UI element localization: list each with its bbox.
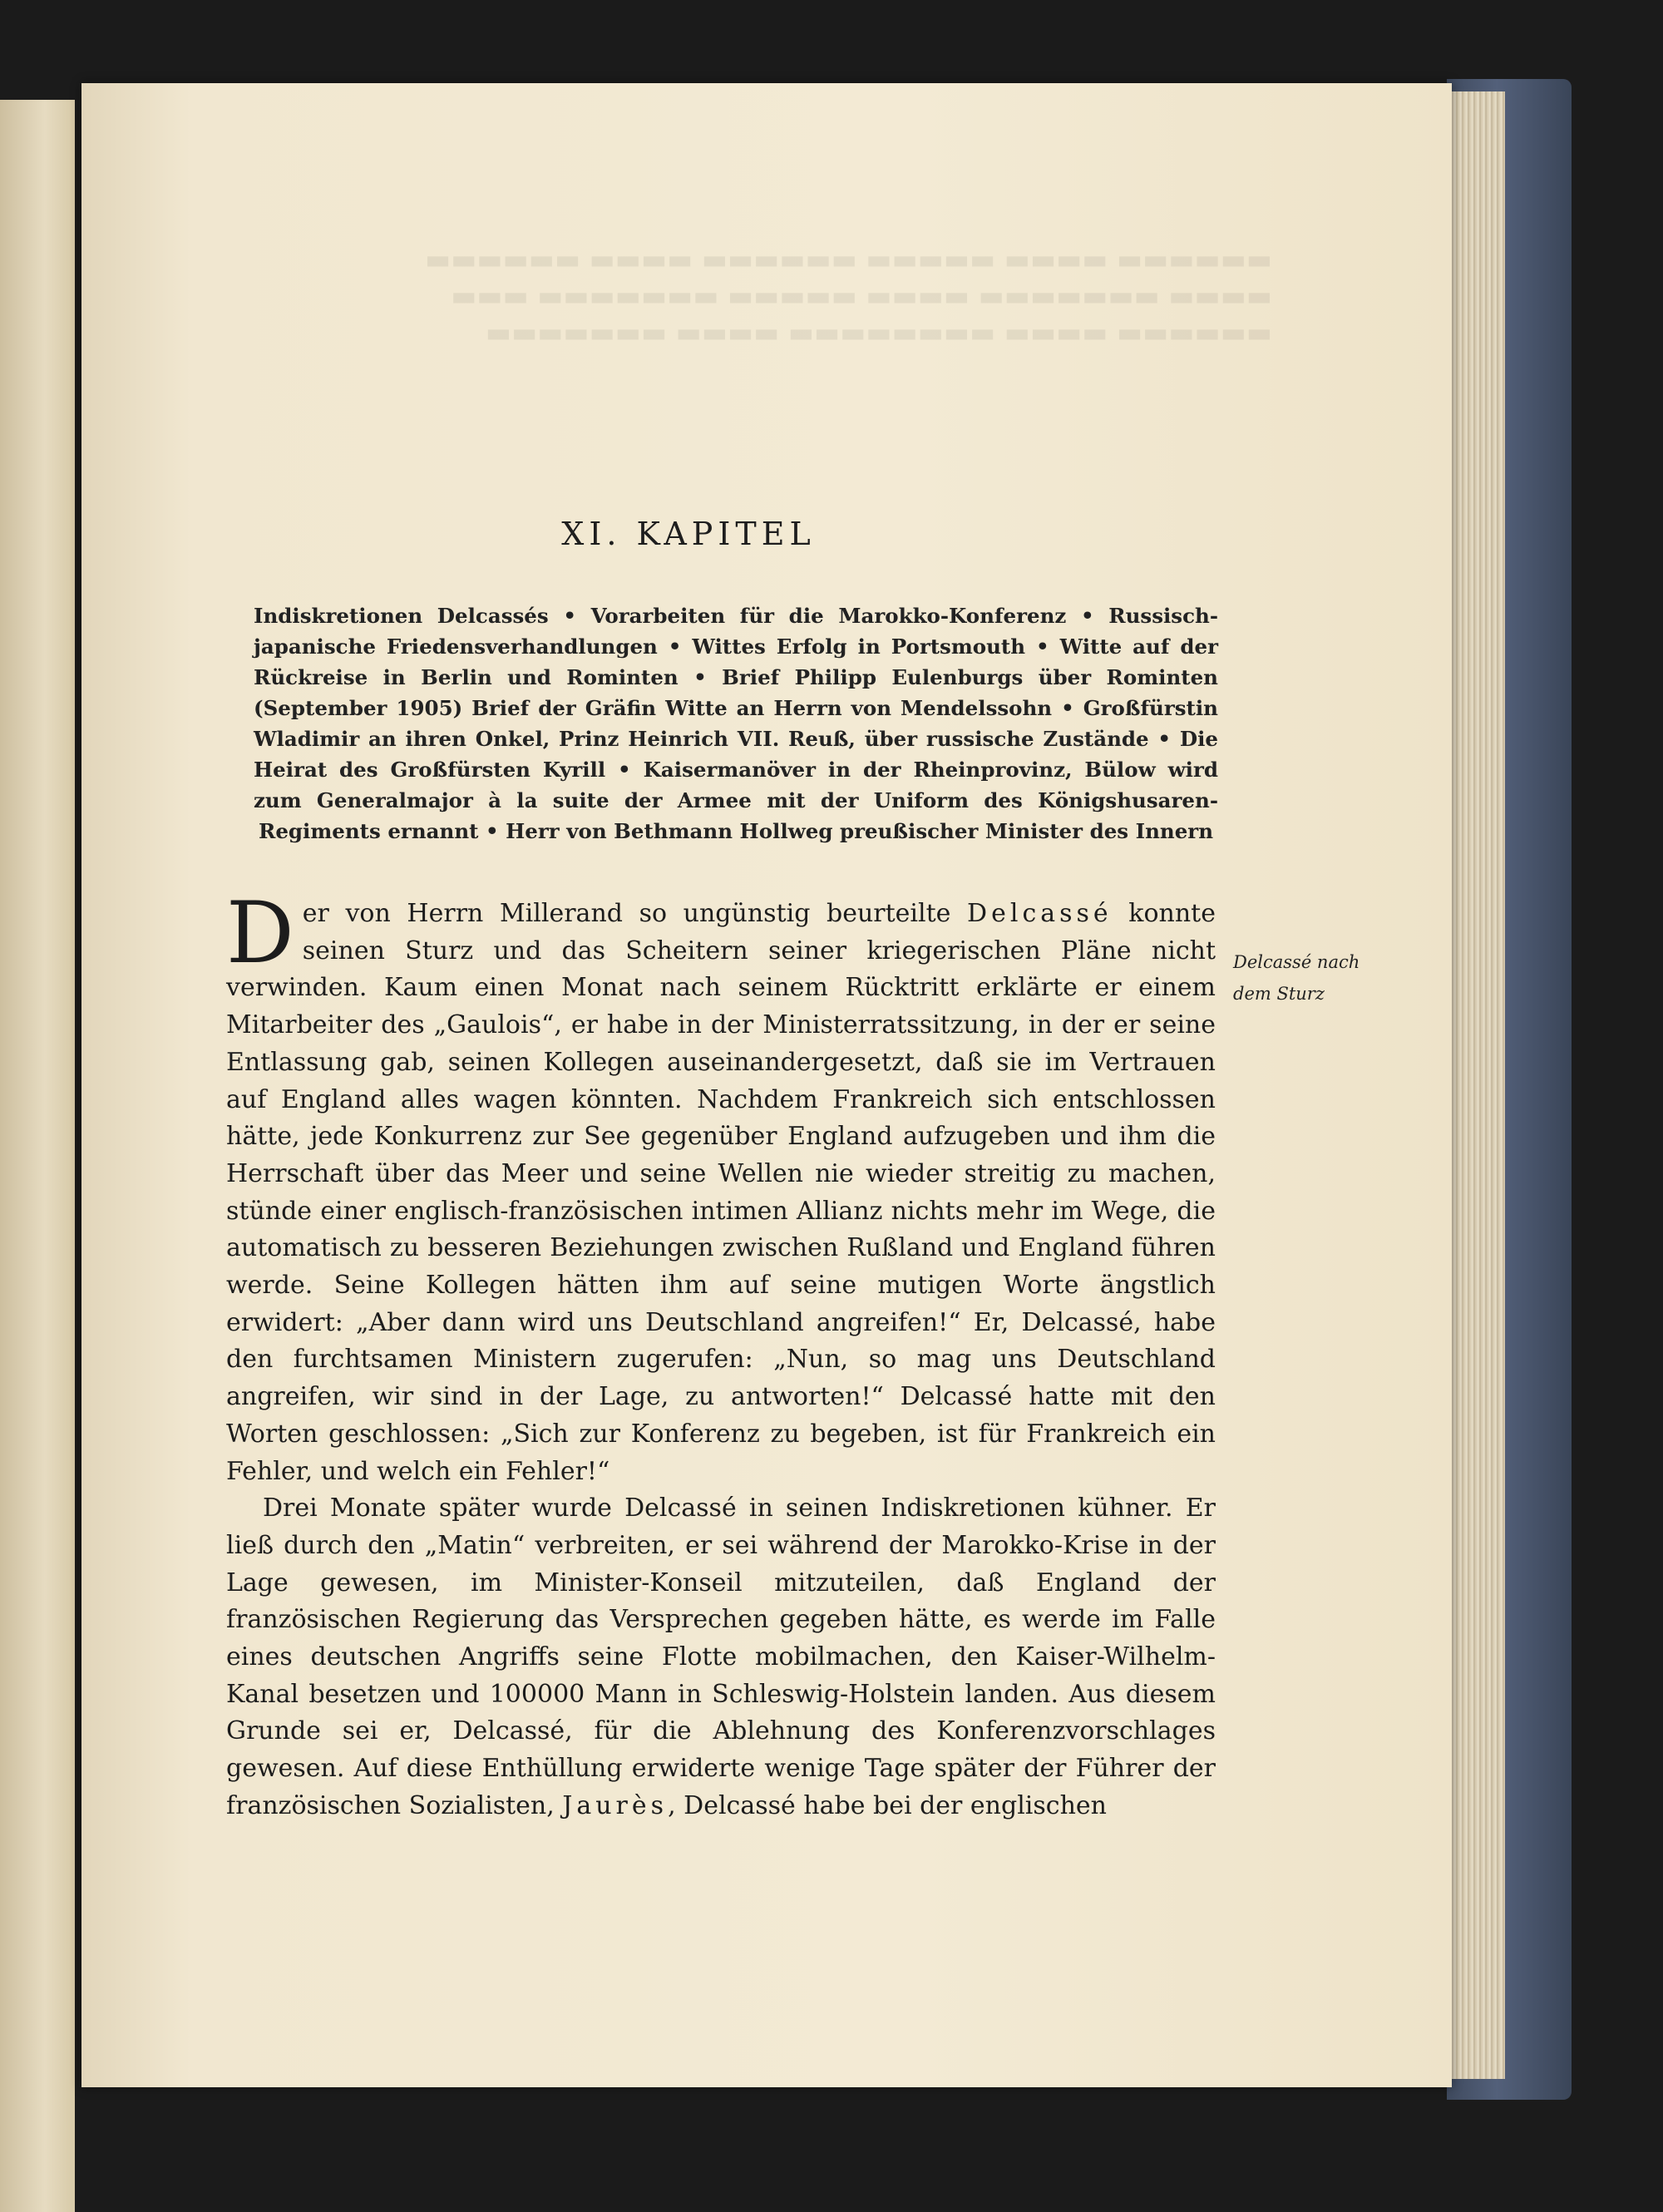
left-page-edge bbox=[0, 100, 75, 2212]
show-through-text bbox=[241, 241, 1272, 351]
paragraph-1-text-a: er von Herrn Millerand so ungünstig beurteilte bbox=[302, 899, 968, 928]
show-through-line: ▬▬▬▬ ▬▬▬▬▬▬▬ ▬▬▬▬ ▬▬▬▬▬ ▬▬▬▬▬▬▬ ▬▬▬ bbox=[451, 279, 1272, 312]
margin-note: Delcassé nach dem Sturz bbox=[1233, 952, 1360, 1004]
paragraph-2 bbox=[226, 1490, 1216, 1824]
paragraph-1-text-b: konnte seinen Sturz und das Scheitern seiner kriegerischen Pläne nicht verwinden. Kaum einen Monat nach seinem Rücktritt erklärte er einem Mitarbeiter des „Gaulois“, er habe in der Ministerratssitzung, in der er seine Entlassung gab, seinen Kollegen auseinandergesetzt, daß sie im Vertrauen auf England alles wagen könnten. Nachdem Frankreich sich entschlossen hätte, jede Konkurrenz zur See gegenüber England aufzugeben und ihm die Herrschaft über das Meer und seine Wellen nie wieder streitig zu machen, stünde einer englisch-französischen intimen Allianz nichts mehr im Wege, die automatisch zu besseren Beziehungen zwischen Rußland und England führen werde. Seine Kollegen hätten ihm auf seine mutigen Worte ängstlich erwidert: „Aber dann wird uns Deutschland angreifen!“ Er, Delcassé, habe den furchtsamen Ministern zugerufen: „Nun, so mag uns Deutschland angreifen, wir sind in der Lage, zu antworten!“ Delcassé hatte mit den Worten geschlossen: „Sich zur Konferenz zu begeben, ist für Frankreich ein Fehler, und welch ein Fehler!“ bbox=[226, 899, 1216, 1486]
show-through-line: ▬▬▬▬▬▬ ▬▬▬▬ ▬▬▬▬▬ ▬▬▬▬▬▬ ▬▬▬▬ ▬▬▬▬▬▬ bbox=[424, 243, 1272, 275]
paragraph-1-name: Delcassé bbox=[967, 899, 1113, 928]
page-edges bbox=[1447, 91, 1505, 2079]
chapter-heading: XI. KAPITEL bbox=[561, 516, 816, 552]
drop-cap: D bbox=[226, 884, 294, 983]
body-text bbox=[226, 884, 1216, 1825]
show-through-line: ▬▬▬▬▬▬ ▬▬▬▬ ▬▬▬▬▬▬▬▬ ▬▬▬▬ ▬▬▬▬▬▬▬ bbox=[485, 316, 1272, 348]
paragraph-2-text-b: , Delcassé habe bei der englischen bbox=[668, 1790, 1107, 1820]
paragraph-2-name: Jaurès bbox=[562, 1790, 669, 1820]
paragraph-1 bbox=[226, 884, 1216, 1490]
paragraph-2-text-a: Drei Monate später wurde Delcassé in seinen Indiskretionen kühner. Er ließ durch den „Matin“ verbreiten, er sei während der Marokko-Krise in der Lage gewesen, im Minister-Konseil mitzuteilen, daß England der französischen Regierung das Versprechen gegeben hätte, es werde im Falle eines deutschen Angriffs seine Flotte mobilmachen, den Kaiser-Wilhelm-Kanal besetzen und 100000 Mann in Schleswig-Holstein landen. Aus diesem Grunde sei er, Delcassé, für die Ablehnung des Konferenzvorschlages gewesen. Auf diese Enthüllung erwiderte wenige Tage später der Führer der französischen Sozialisten, bbox=[226, 1494, 1216, 1820]
chapter-summary: Indiskretionen Delcassés • Vorarbeiten für die Marokko-Konferenz • Russisch-japanische Friedensverhandlungen • Wittes Erfolg in Portsmouth • Witte auf der Rückreise in Berlin und Rominten • Brief Philipp Eulenburgs über Rominten (September 1905) Brief der Gräfin Witte an Herrn von Mendelssohn • Großfürstin Wladimir an ihren Onkel, Prinz Heinrich VII. Reuß, über russische Zustände • Die Heirat des Großfürsten Kyrill • Kaisermanöver in der Rheinprovinz, Bülow wird zum Generalmajor à la suite der Armee mit der Uniform des Königshusaren-Regiments ernannt • Herr von Bethmann Hollweg preußischer Minister des Innern bbox=[254, 604, 1218, 843]
